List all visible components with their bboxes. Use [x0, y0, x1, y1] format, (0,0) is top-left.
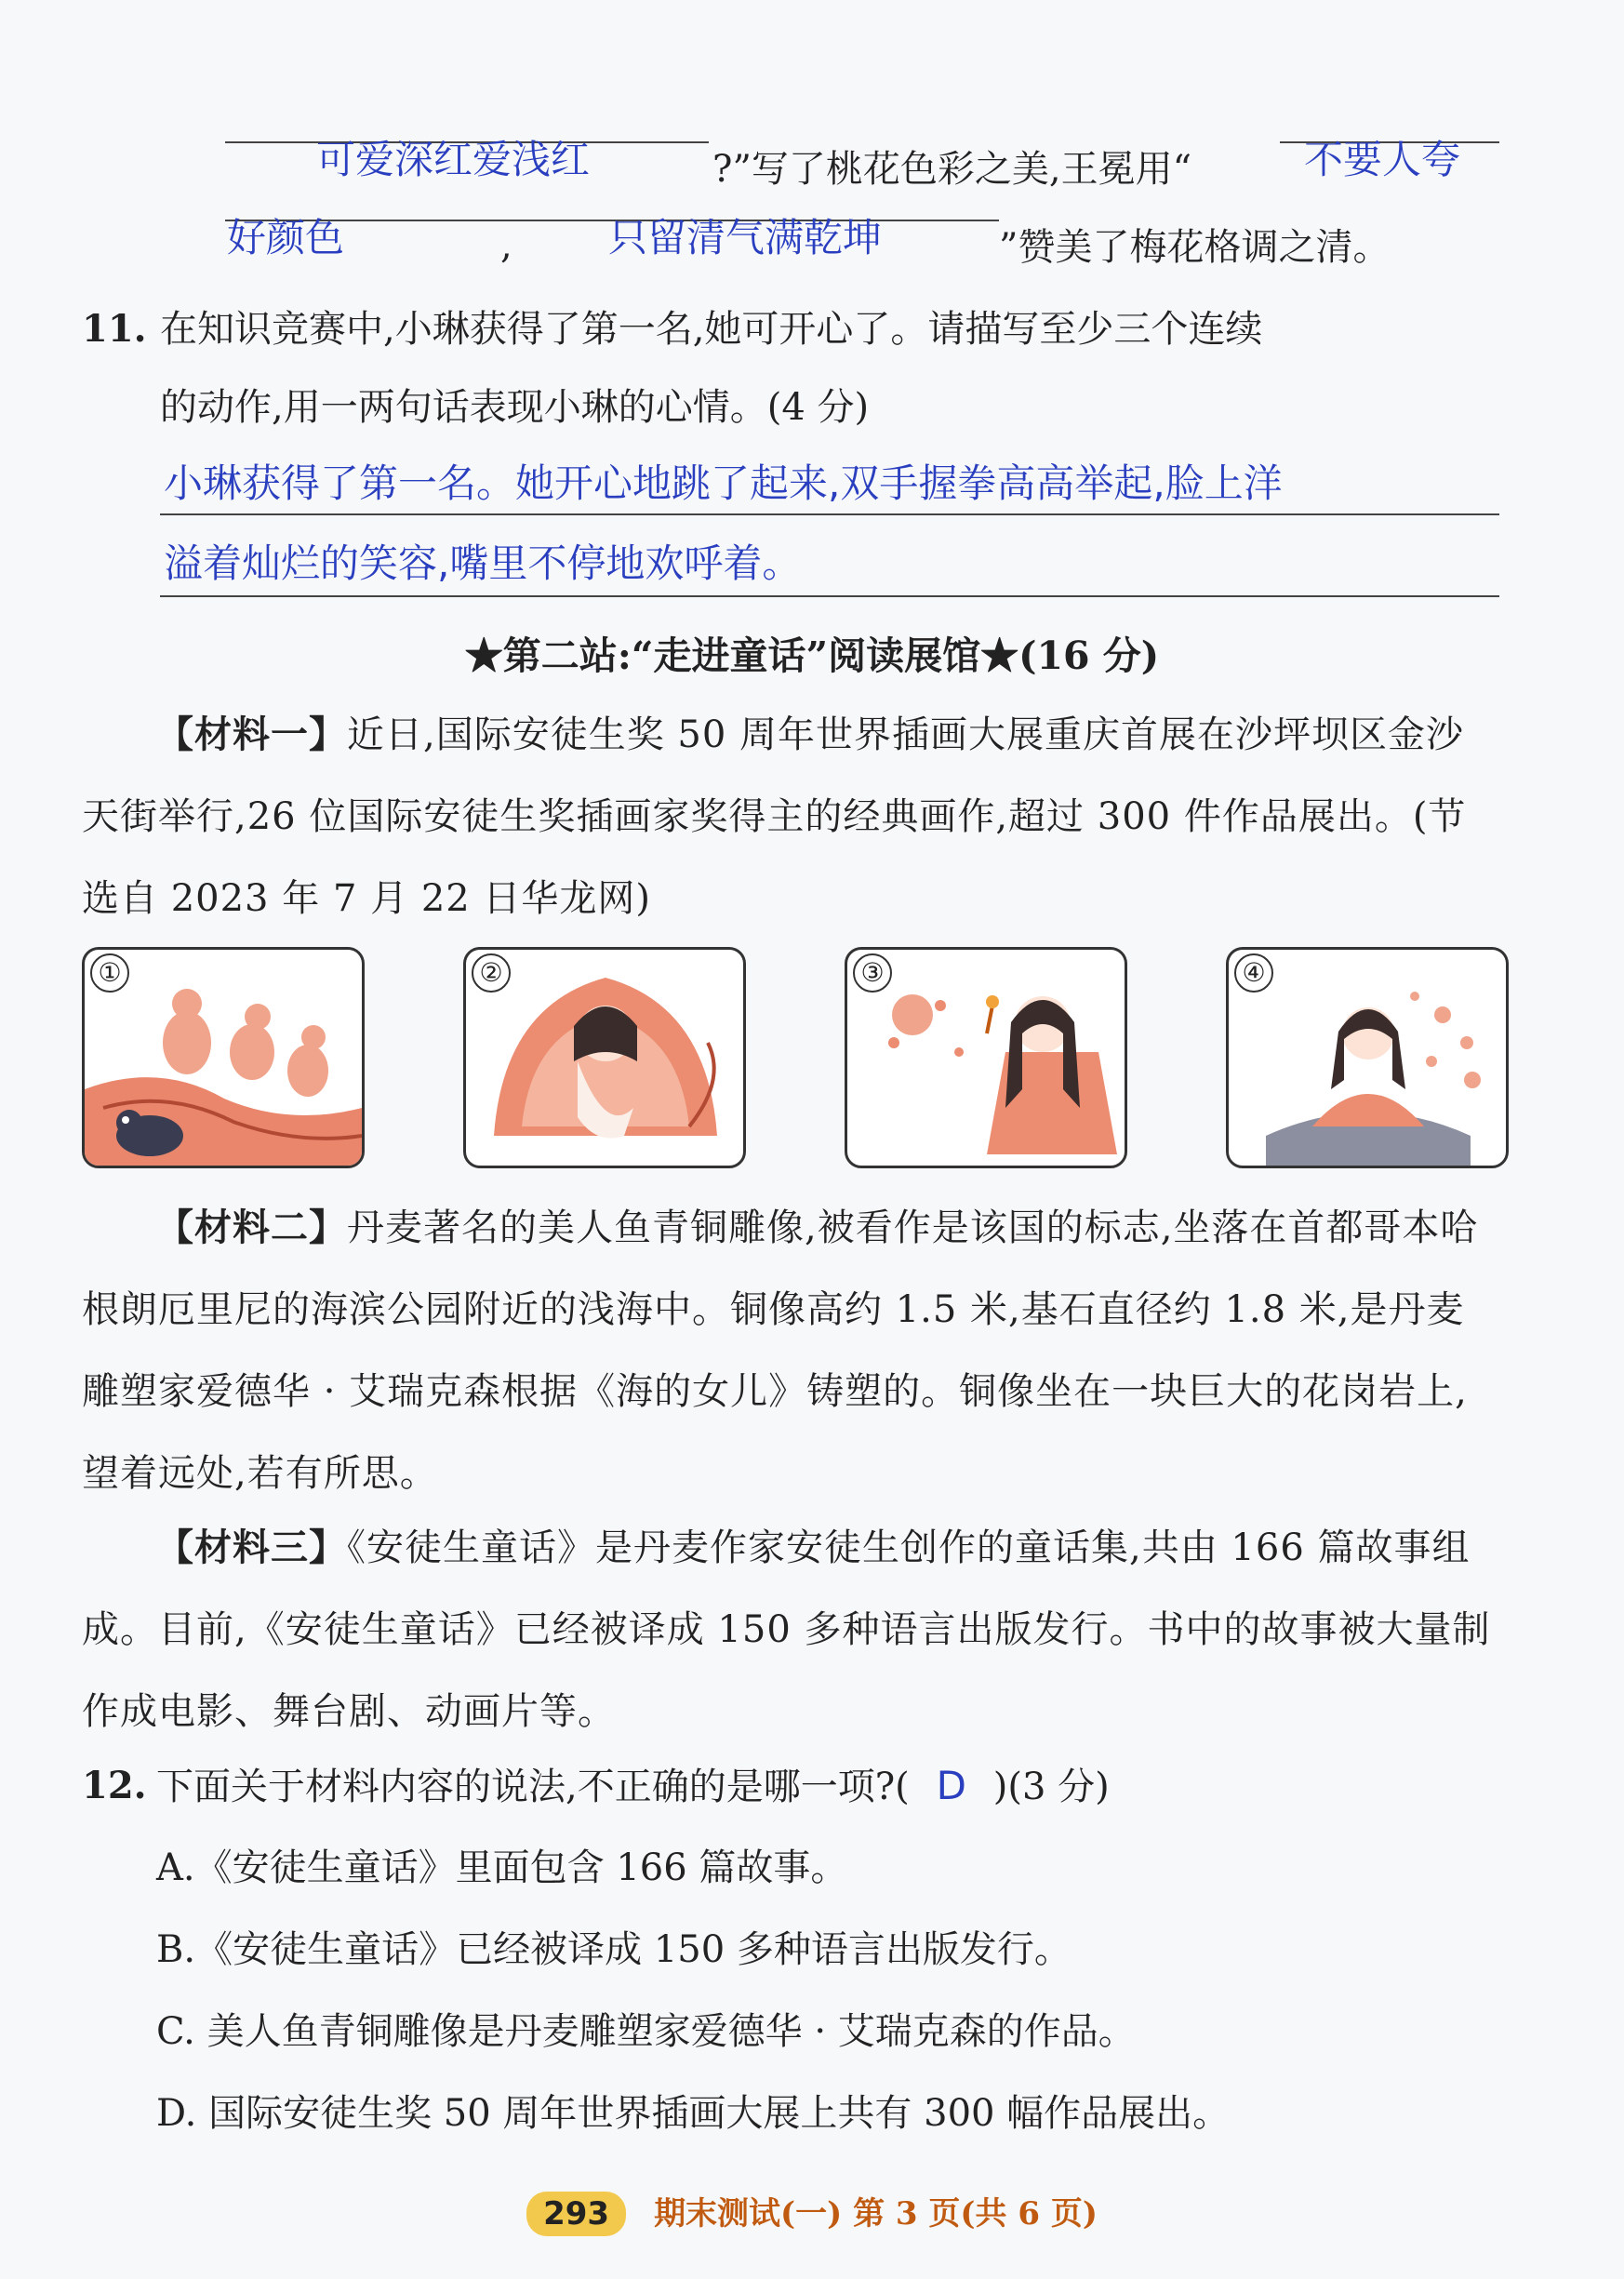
option-d: D. 国际安徒生奖 50 周年世界插画大展上共有 300 幅作品展出。: [156, 2092, 1231, 2135]
page-footer: [0, 2188, 1624, 2236]
comma-text: ,: [500, 224, 512, 267]
handwritten-answer-11b: 溢着灿烂的笑容,嘴里不停地欢呼着。: [164, 540, 802, 586]
question-11-number: 11.: [82, 307, 147, 351]
option-a: A.《安徒生童话》里面包含 166 篇故事。: [156, 1846, 848, 1889]
illustration-thumbelina: [463, 947, 746, 1168]
question-12-number: 12.: [82, 1764, 147, 1807]
material-2-body: 丹麦著名的美人鱼青铜雕像,被看作是该国的标志,坐落在首都哥本哈根朗厄里尼的海滨公园附近的浅海中。铜像高约 1.5 米,基石直径约 1.8 米,是丹麦雕塑家爱德华 · 艾瑞克森根据《海的女儿》铸塑的。铜像坐在一块巨大的花岗岩上,望着远处,若有所思。: [82, 1206, 1479, 1495]
material-3-body: 《安徒生童话》是丹麦作家安徒生创作的童话集,共由 166 篇故事组成。目前,《安徒生童话》已经被译成 150 多种语言出版发行。书中的故事被大量制作成电影、舞台剧、动画片等。: [82, 1526, 1491, 1733]
picture-number: ②: [472, 953, 511, 993]
question-12-stem-after: )(3 分): [992, 1766, 1110, 1808]
question-11-line1: 在知识竞赛中,小琳获得了第一名,她可开心了。请描写至少三个连续: [160, 308, 1263, 351]
answer-line-11a: [160, 513, 1499, 515]
illustration-row: [82, 947, 1505, 1170]
question-12-answer: D: [936, 1763, 966, 1808]
question-text-1: ?”写了桃花色彩之美,王冕用“: [712, 148, 1192, 191]
option-c: C. 美人鱼青铜雕像是丹麦雕塑家爱德华 · 艾瑞克森的作品。: [156, 2010, 1136, 2053]
picture-number: ④: [1234, 953, 1273, 993]
picture-number: ③: [853, 953, 892, 993]
material-1-label: 【材料一】: [156, 713, 347, 756]
picture-number: ①: [90, 953, 129, 993]
question-12-stem-before: 下面关于材料内容的说法,不正确的是哪一项?(: [156, 1766, 910, 1808]
answer-line-11b: [160, 595, 1499, 597]
material-2: [82, 1187, 1496, 1514]
illustration-match-girl: [845, 947, 1127, 1168]
material-1: [82, 694, 1496, 940]
material-3-label: 【材料三】: [156, 1526, 347, 1569]
handwritten-answer-11a: 小琳获得了第一名。她开心地跳了起来,双手握拳高高举起,脸上洋: [164, 460, 1283, 506]
page-number: 293: [526, 2192, 626, 2236]
handwritten-answer-2: 不要人夸: [1304, 137, 1461, 182]
footer-label: 期末测试(一) 第 3 页(共 6 页): [654, 2195, 1098, 2232]
handwritten-answer-1: 可爱深红爱浅红: [316, 137, 591, 182]
material-1-body: 近日,国际安徒生奖 50 周年世界插画大展重庆首展在沙坪坝区金沙天街举行,26 位国际安徒生奖插画家奖得主的经典画作,超过 300 件作品展出。(节选自 2023 年 7 月 22 日华龙网): [82, 713, 1467, 920]
question-11-line2: 的动作,用一两句话表现小琳的心情。(4 分): [160, 386, 870, 429]
material-3: [82, 1507, 1496, 1753]
illustration-mermaid: [1226, 947, 1509, 1168]
option-b: B.《安徒生童话》已经被译成 150 多种语言出版发行。: [156, 1928, 1072, 1971]
question-text-2: ”赞美了梅花格调之清。: [999, 226, 1391, 269]
question-12-stem: [156, 1764, 1110, 1809]
section-title: ★第二站:“走进童话”阅读展馆★(16 分): [464, 633, 1160, 678]
handwritten-answer-3: 好颜色: [227, 215, 345, 260]
material-2-label: 【材料二】: [156, 1206, 347, 1249]
illustration-ducklings: [82, 947, 365, 1168]
handwritten-answer-4: 只留清气满乾坤: [608, 215, 883, 260]
